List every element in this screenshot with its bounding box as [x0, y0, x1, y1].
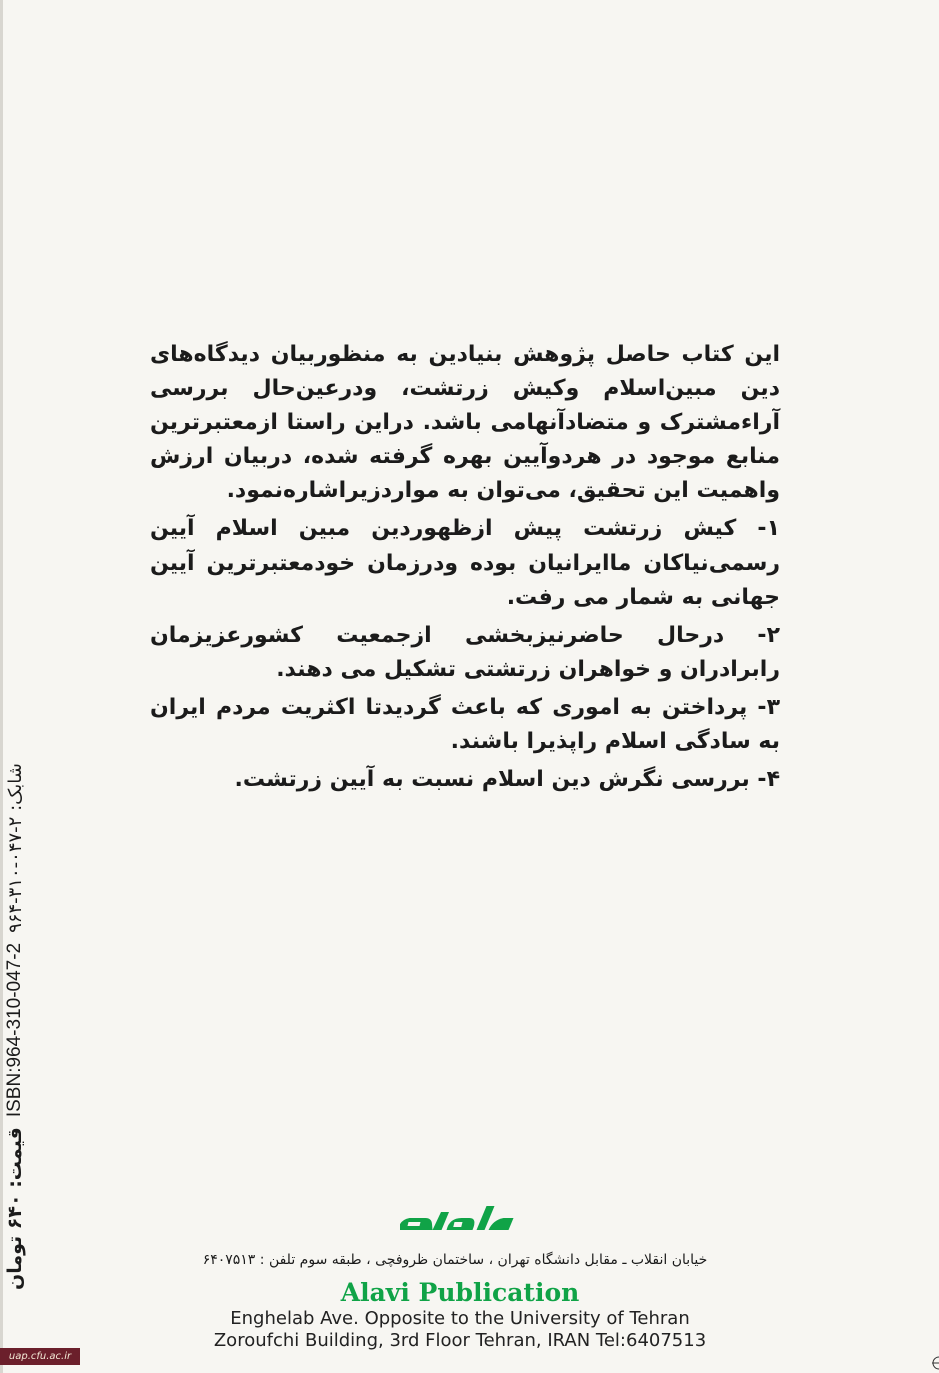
list-item-4: ۴- بررسی نگرش دین اسلام نسبت به آیین زرتشت. — [234, 767, 780, 793]
intro-paragraph: این کتاب حاصل پژوهش بنیادین به منظوربیان دیدگاه‌های دین مبین‌اسلام وکیش زرتشت، ودرعین‌حال بررسی آراءمشترک و متضادآنهامی باشد. دراین راستا ازمعتبرترین منابع موجود در هردوآیین بهره گرفته شده، دربیان ارزش واهمیت این تحقیق، می‌توان به مواردزیراشاره‌نمود. — [150, 342, 780, 504]
english-address-line-1: Enghelab Ave. Opposite to the University of Tehran — [230, 1308, 690, 1329]
english-address — [140, 1308, 780, 1351]
publisher-name: Alavi Publication — [340, 1278, 580, 1307]
isbn-price-strip — [0, 730, 30, 1290]
price-label: قیمت: ۶۴۰ تومان — [4, 1127, 26, 1290]
list-item-3: ۳- پرداختن به اموری که باعث گردیدتا اکثریت مردم ایران به سادگی اسلام راپذیرا باشند. — [150, 694, 780, 755]
publisher-logo — [400, 1200, 516, 1240]
isbn-persian: شابک: ۲-۰۴۷-۳۱۰-۹۶۴ — [4, 763, 26, 933]
list-item-1: ۱- کیش زرتشت پیش ازظهوردین مبین اسلام آیین رسمی‌نیاکان ماایرانیان بوده ودرزمان خودمعتبرترین آیین جهانی به شمار می رفت. — [150, 516, 780, 610]
registration-mark-icon — [926, 1356, 939, 1370]
english-address-line-2: Zoroufchi Building, 3rd Floor Tehran, IRAN Tel:6407513 — [213, 1329, 707, 1351]
back-cover-description — [150, 338, 780, 797]
persian-address: خیابان انقلاب ـ مقابل دانشگاه تهران ، ساختمان ظروفچی ، طبقه سوم تلفن : ۶۴۰۷۵۱۳ — [202, 1252, 708, 1268]
alavi-logo-icon — [400, 1200, 516, 1240]
list-item-2: ۲- درحال حاضرنیزبخشی ازجمعیت کشورعزیزمان رابرادران و خواهران زرتشتی تشکیل می دهند. — [150, 622, 780, 682]
site-watermark: uap.cfu.ac.ir — [0, 1348, 80, 1365]
isbn-latin: ISBN:964-310-047-2 — [4, 942, 25, 1118]
